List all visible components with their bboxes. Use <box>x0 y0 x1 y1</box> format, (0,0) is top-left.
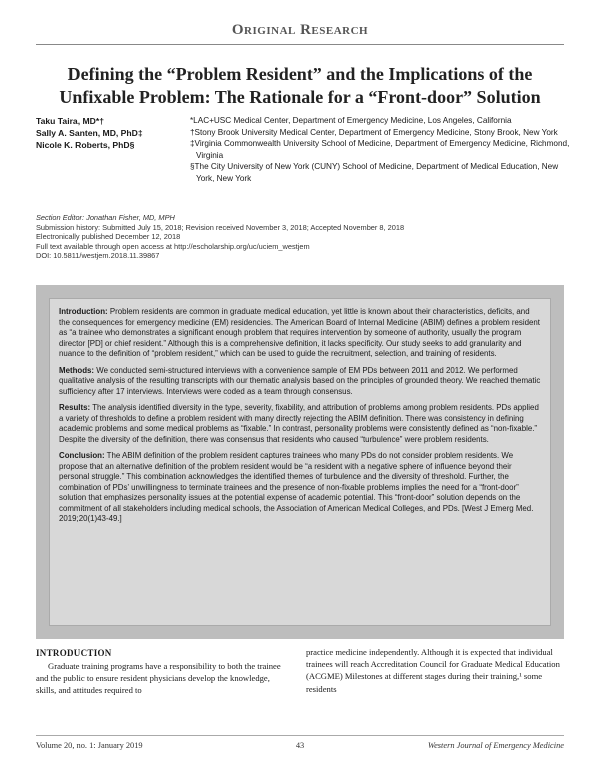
abstract-text: We conducted semi-structured interviews with a convenience sample of EM PDs between 2011 and 2012. We performed qualitative analysis of the resulting transcripts with our thematic analysis based on the principles of grounded theory. We reached thematic sufficiency after 17 interviews. Interviews were coded as a team through consensus. <box>59 365 541 396</box>
fulltext-link[interactable]: Full text available through open access at http://escholarship.org/uc/uciem_westjem <box>36 241 310 251</box>
section-label: Original Research <box>231 22 369 38</box>
abstract-text: The ABIM definition of the problem resident captures trainees who many PDs do not consider problem residents. We propose that an alternative definition of the problem resident would be “a resident with a negative sphere of influence beyond their personal struggle.” This combination acknowledges the identified themes of turbulence and the diversity of threshold. Further, the combination of PDs’ unwillingness to terminate trainees and the presence of non-fixable problems implies the need for a “front-door” solution that emphasizes personality issues at the potential expense of academic potential. This “front-door” solution depends on the commitment of all stakeholders including medical schools, the Association of American Medical Colleges, and PDs. [West J Emerg Med. 2019;20(1)43-49.] <box>59 451 534 523</box>
abstract-introduction <box>59 307 542 360</box>
abstract-content <box>49 298 551 626</box>
body-paragraph: practice medicine independently. Although it is expected that individual trainees will reach Accreditation Council for Graduate Medical Education (ACGME) Milestones at different stages during their training,¹ some residents <box>306 647 560 694</box>
abstract-heading: Introduction: <box>59 307 108 316</box>
submission-info <box>36 213 564 261</box>
submission-history: Submission history: Submitted July 15, 2018; Revision received November 3, 2018; Accepted November 8, 2018 <box>36 222 405 232</box>
author-name: Sally A. Santen, MD, PhD‡ <box>36 128 143 138</box>
abstract-heading: Conclusion: <box>59 451 105 460</box>
body-paragraph: Graduate training programs have a responsibility to both the trainee and the public to ensure resident physicians develop the knowledge, skills, and attitudes required to <box>36 661 281 696</box>
abstract-heading: Methods: <box>59 365 95 375</box>
author-list <box>36 115 181 151</box>
footer-volume: Volume 20, no. 1: January 2019 <box>36 741 143 750</box>
abstract-results <box>59 403 542 445</box>
section-editor: Section Editor: Jonathan Fisher, MD, MPH <box>36 213 175 222</box>
affiliation-list <box>190 115 570 184</box>
abstract-methods <box>59 366 542 398</box>
introduction-heading: INTRODUCTION <box>36 648 112 658</box>
author-name: Nicole K. Roberts, PhD§ <box>36 140 135 150</box>
publication-date: Electronically published December 12, 2018 <box>36 232 181 242</box>
abstract-text: The analysis identified diversity in the type, severity, fixability, and attribution of problems among problem residents. PDs applied a variety of thresholds to define a problem resident with many directly rejecting the ABIM definition. There was consistency in defining academic problems and some medical problems as “fixable.” In contrast, personality problems were consistently defined as “non-fixable.” Despite the diversity of the definition, there was consensus that residents who caused “turbulence” were problem residents. <box>59 403 539 444</box>
body-column-left <box>36 660 291 697</box>
footer-divider <box>36 735 564 736</box>
affiliation: §The City University of New York (CUNY) School of Medicine, Department of Medical Education, New York, New York <box>190 162 559 183</box>
body-column-right <box>306 646 561 695</box>
abstract-text: Problem residents are common in graduate medical education, yet little is known about their characteristics, deficits, and the consequences for emergency medicine (EM) residencies. The American Board of Internal Medicine (ABIM) defines a problem resident as “a trainee who demonstrates a significant enough problem that requires intervention by someone of authority, usually the program director [PD] or chief resident.” Although this is a comprehensive definition, it lacks specificity. Our study seeks to add granularity and nuance to the definition of “problem resident,” which can be used to guide the recruitment, selection, and training of residents. <box>59 307 540 358</box>
author-name: Taku Taira, MD*† <box>36 116 104 126</box>
header-divider <box>36 44 564 45</box>
affiliation: †Stony Brook University Medical Center, Department of Emergency Medicine, Stony Brook, New York <box>190 127 558 137</box>
article-title: Defining the “Problem Resident” and the Implications of the Unfixable Problem: The Rationale for a “Front-door” Solution <box>59 64 541 107</box>
doi[interactable]: DOI: 10.5811/westjem.2018.11.39867 <box>36 251 160 261</box>
abstract-heading: Results: <box>59 403 91 412</box>
journal-name: Western Journal of Emergency Medicine <box>427 741 564 750</box>
affiliation: *LAC+USC Medical Center, Department of Emergency Medicine, Los Angeles, California <box>190 116 512 125</box>
affiliation: ‡Virginia Commonwealth University School of Medicine, Department of Emergency Medicine, Richmond, Virginia <box>190 139 570 160</box>
page-number: 43 <box>295 741 305 750</box>
abstract-conclusion <box>59 451 542 525</box>
abstract-box <box>36 285 564 639</box>
